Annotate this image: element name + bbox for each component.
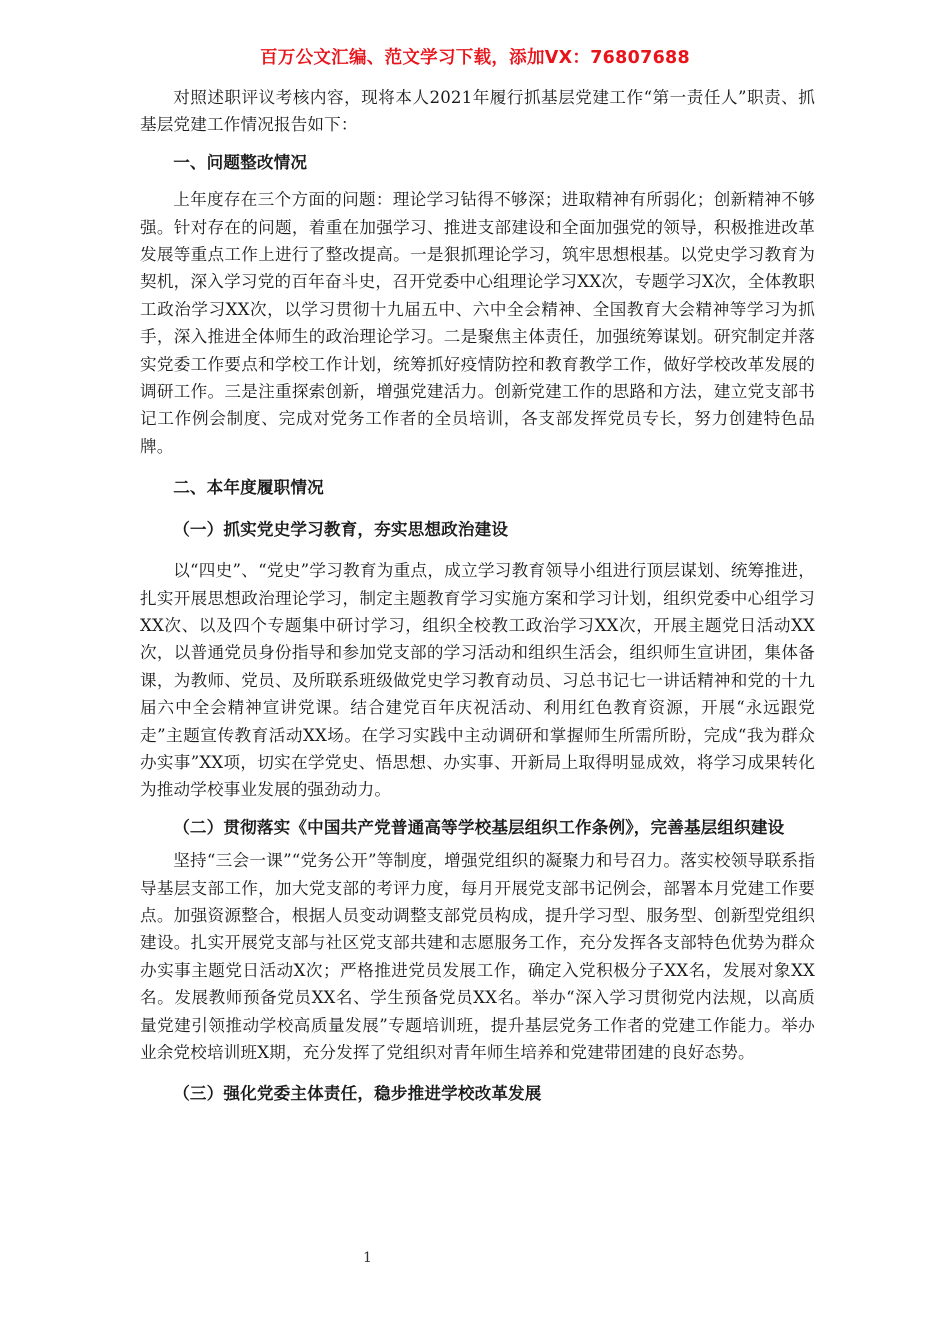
- subsection-1-heading: （一）抓实党史学习教育，夯实思想政治建设: [173, 519, 509, 539]
- intro-paragraph: 对照述职评议考核内容，现将本人2021年履行抓基层党建工作“第一责任人”职责、抓基层党建工作情况报告如下：: [140, 88, 815, 135]
- section-2-heading: 二、本年度履职情况: [173, 478, 324, 498]
- subsection-3-heading: （三）强化党委主体责任，稳步推进学校改革发展: [173, 1084, 542, 1104]
- subsection-1-paragraph: 以“四史”、“党史”学习教育为重点，成立学习教育领导小组进行顶层谋划、统筹推进，扎实开展思想政治理论学习，制定主题教育学习实施方案和学习计划，组织党委中心组学习XX次、以及四个专题集中研讨学习，组织全校教工政治学习XX次，开展主题党日活动XX次，以普通党员身份指导和参加党支部的学习活动和组织生活会，组织师生宣讲团，集体备课，为教师、党员、及所联系班级做党史学习教育动员、习总书记七一讲话精神和党的十九届六中全会精神宣讲党课。结合建党百年庆祝活动、利用红色教育资源，开展“永远跟党走”主题宣传教育活动XX场。在学习实践中主动调研和掌握师生所需所盼，完成“我为群众办实事”XX项，切实在学党史、悟思想、办实事、开新局上取得明显成效，将学习成果转化为推动学校事业发展的强劲动力。: [140, 561, 815, 800]
- subsection-2-heading: （二）贯彻落实《中国共产党普通高等学校基层组织工作条例》，完善基层组织建设: [173, 817, 785, 837]
- document-body: [140, 84, 815, 1108]
- page-number: 1: [363, 1250, 372, 1266]
- header-banner: 百万公文汇编、范文学习下载，添加VX：76807688: [259, 48, 691, 68]
- section-1-paragraph: 上年度存在三个方面的问题：理论学习钻得不够深；进取精神有所弱化；创新精神不够强。针对存在的问题，着重在加强学习、推进支部建设和全面加强党的领导，积极推进改革发展等重点工作上进行了整改提高。一是狠抓理论学习，筑牢思想根基。以党史学习教育为契机，深入学习党的百年奋斗史，召开党委中心组理论学习XX次，专题学习X次，全体教职工政治学习XX次，以学习贯彻十九届五中、六中全会精神、全国教育大会精神等学习为抓手，深入推进全体师生的政治理论学习。二是聚焦主体责任，加强统筹谋划。研究制定并落实党委工作要点和学校工作计划，统筹抓好疫情防控和教育教学工作，做好学校改革发展的调研工作。三是注重探索创新，增强党建活力。创新党建工作的思路和方法，建立党支部书记工作例会制度、完成对党务工作者的全员培训，各支部发挥党员专长，努力创建特色品牌。: [140, 190, 815, 456]
- subsection-2-paragraph: 坚持“三会一课”“党务公开”等制度，增强党组织的凝聚力和号召力。落实校领导联系指导基层支部工作，加大党支部的考评力度，每月开展党支部书记例会，部署本月党建工作要点。加强资源整合，根据人员变动调整支部党员构成，提升学习型、服务型、创新型党组织建设。扎实开展党支部与社区党支部共建和志愿服务工作，充分发挥各支部特色优势为群众办实事主题党日活动X次；严格推进党员发展工作，确定入党积极分子XX名，发展对象XX名。发展教师预备党员XX名、学生预备党员XX名。举办“深入学习贯彻党内法规，以高质量党建引领推动学校高质量发展”专题培训班，提升基层党务工作者的党建工作能力。举办业余党校培训班X期，充分发挥了党组织对青年师生培养和党建带团建的良好态势。: [140, 851, 815, 1062]
- section-1-heading: 一、问题整改情况: [173, 152, 308, 172]
